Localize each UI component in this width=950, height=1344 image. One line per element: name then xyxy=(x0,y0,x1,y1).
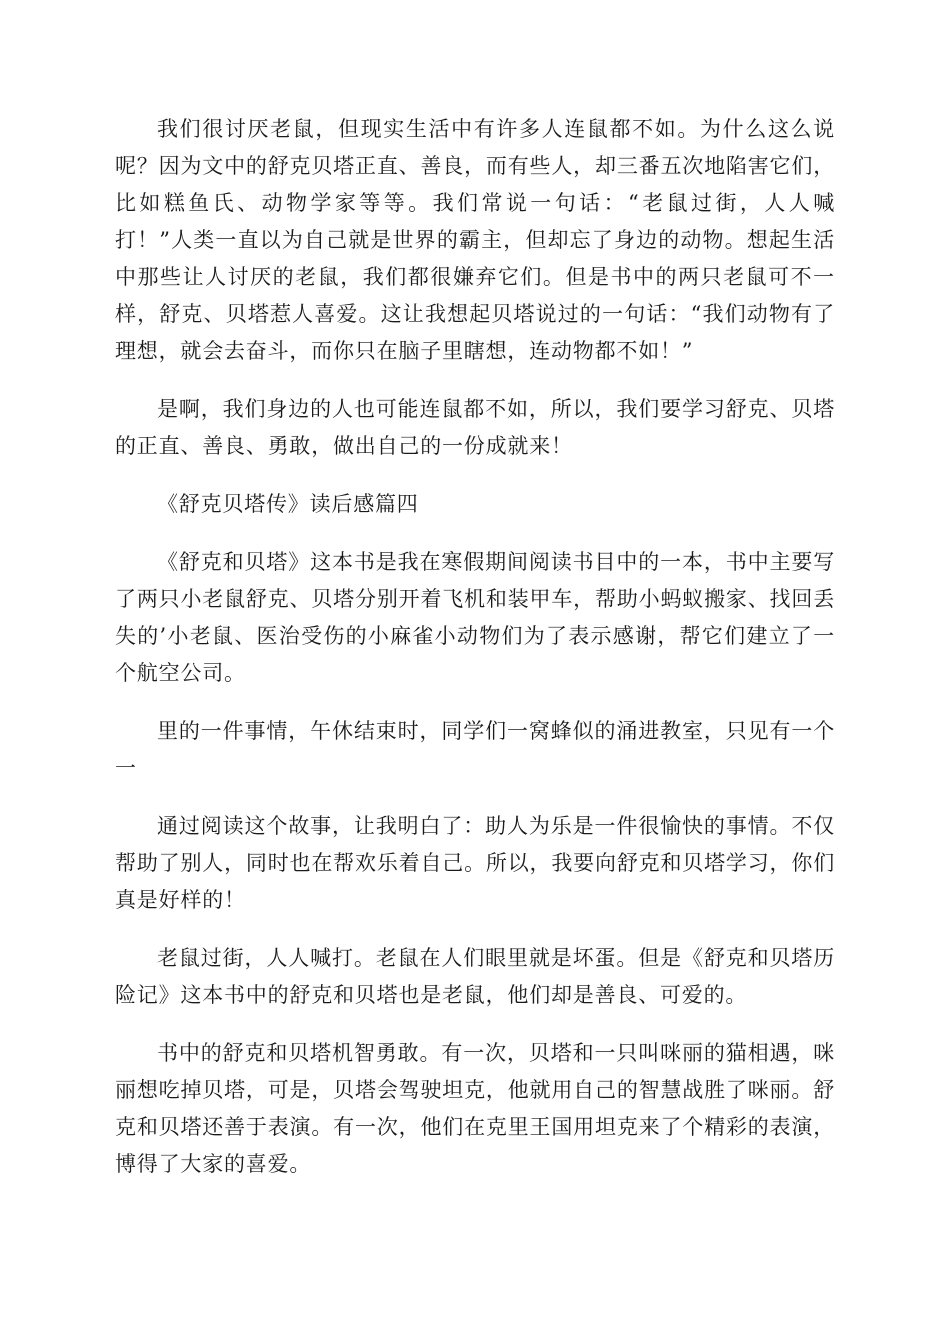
paragraph-3: 《舒克和贝塔》这本书是我在寒假期间阅读书目中的一本，书中主要写了两只小老鼠舒克、贝塔分别开着飞机和装甲车，帮助小蚂蚁搬家、找回丢失的’小老鼠、医治受伤的小麻雀小动物们为了表示感谢，帮它们建立了一个航空公司。 xyxy=(115,550,835,685)
paragraph-6: 老鼠过街，人人喊打。老鼠在人们眼里就是坏蛋。但是《舒克和贝塔历险记》这本书中的舒克和贝塔也是老鼠，他们却是善良、可爱的。 xyxy=(115,946,835,1007)
paragraph-5: 通过阅读这个故事，让我明白了：助人为乐是一件很愉快的事情。不仅帮助了别人，同时也在帮欢乐着自己。所以，我要向舒克和贝塔学习，你们真是好样的！ xyxy=(115,814,835,912)
document-body xyxy=(115,111,835,1204)
section-heading: 《舒克贝塔传》读后感篇四 xyxy=(157,492,419,516)
paragraph-4: 里的一件事情，午休结束时，同学们一窝蜂似的涌进教室，只见有一个一 xyxy=(115,719,835,780)
paragraph-2: 是啊，我们身边的人也可能连鼠都不如，所以，我们要学习舒克、贝塔的正直、善良、勇敢，做出自己的一份成就来！ xyxy=(115,397,835,458)
paragraph-7: 书中的舒克和贝塔机智勇敢。有一次，贝塔和一只叫咪丽的猫相遇，咪丽想吃掉贝塔，可是，贝塔会驾驶坦克，他就用自己的智慧战胜了咪丽。舒克和贝塔还善于表演。有一次，他们在克里王国用坦克来了个精彩的表演，博得了大家的喜爱。 xyxy=(115,1041,835,1176)
paragraph-1: 我们很讨厌老鼠，但现实生活中有许多人连鼠都不如。为什么这么说呢？因为文中的舒克贝塔正直、善良，而有些人，却三番五次地陷害它们，比如糕鱼氏、动物学家等等。我们常说一句话：“老鼠过街，人人喊打！”人类一直以为自己就是世界的霸主，但却忘了身边的动物。想起生活中那些让人讨厌的老鼠，我们都很嫌弃它们。但是书中的两只老鼠可不一样，舒克、贝塔惹人喜爱。这让我想起贝塔说过的一句话：“我们动物有了理想，就会去奋斗，而你只在脑子里瞎想，连动物都不如！” xyxy=(115,117,835,363)
